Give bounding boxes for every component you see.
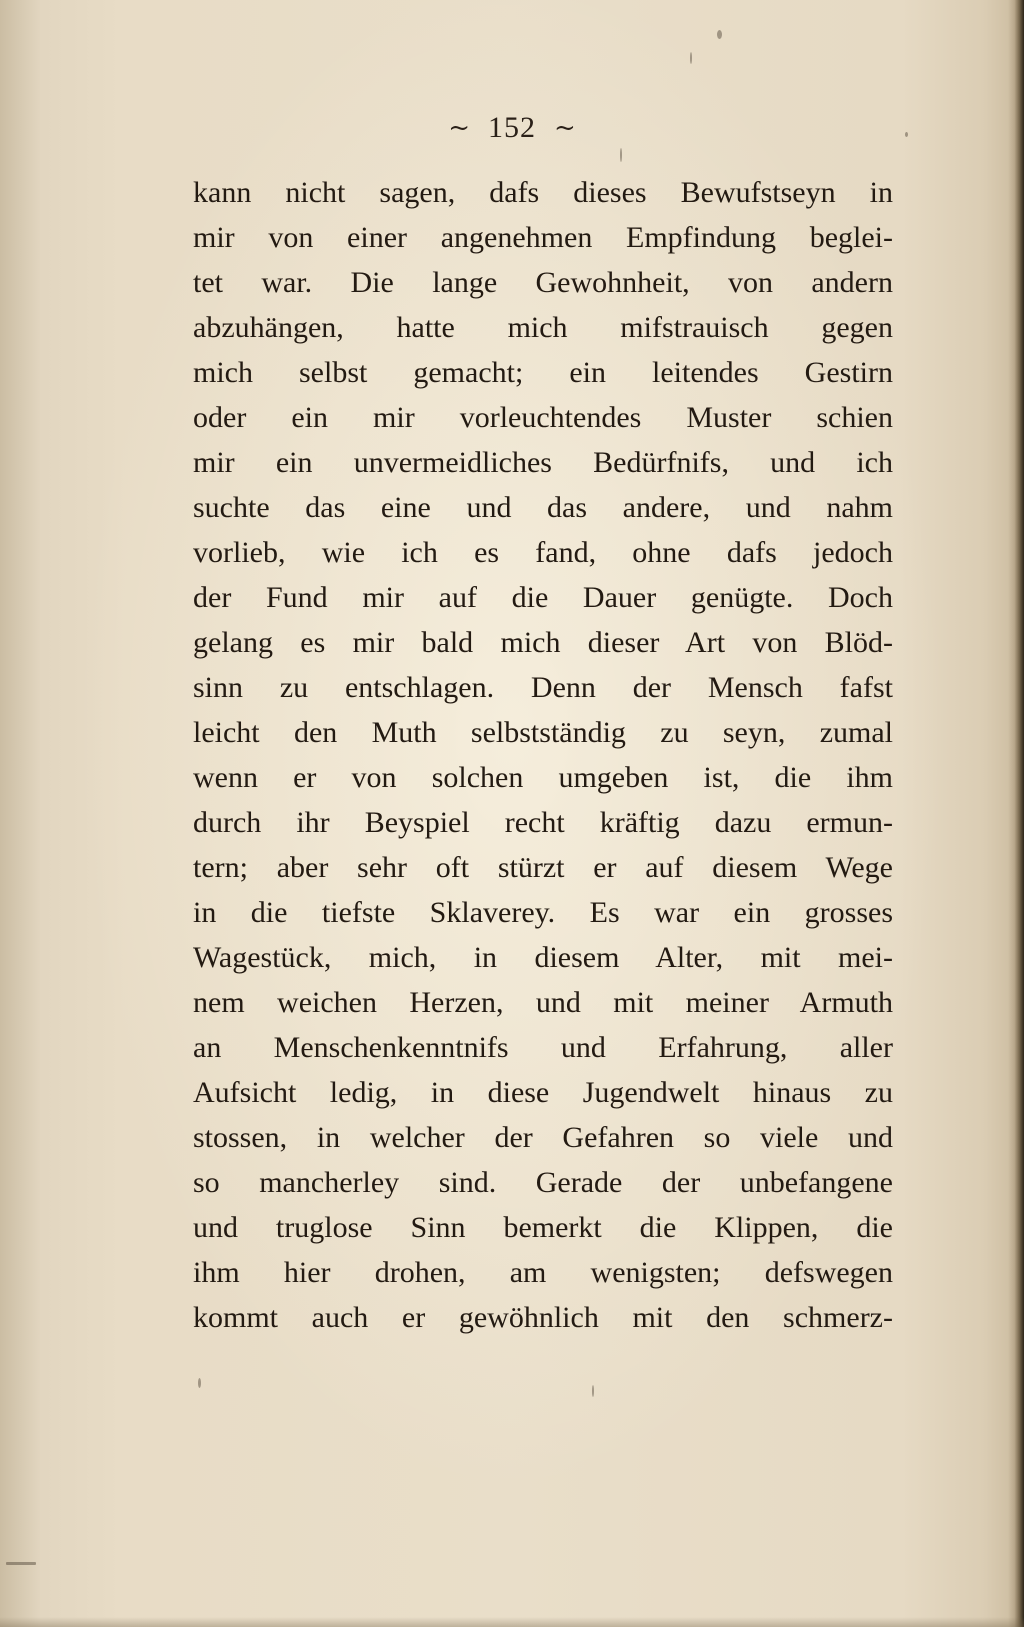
text-line: leicht den Muth selbstständig zu seyn, zumal (193, 716, 893, 749)
text-line: wenn er von solchen umgeben ist, die ihm (193, 761, 893, 794)
text-line: kann nicht sagen, dafs dieses Bewufstseyn in (193, 176, 893, 209)
text-line: mir ein unvermeidliches Bedürfnifs, und ich (193, 446, 893, 479)
text-line: Aufsicht ledig, in diese Jugendwelt hinaus zu (193, 1076, 893, 1109)
right-ornament-icon: ~ (554, 113, 576, 143)
page-number: 152 (488, 111, 536, 144)
scan-speck (690, 52, 692, 64)
text-line: ihm hier drohen, am wenigsten; defswegen (193, 1256, 893, 1289)
text-line: in die tiefste Sklaverey. Es war ein grosses (193, 896, 893, 929)
text-line: oder ein mir vorleuchtendes Muster schien (193, 401, 893, 434)
text-line: kommt auch er gewöhnlich mit den schmerz- (193, 1301, 893, 1334)
body-text (193, 170, 893, 1340)
text-line: der Fund mir auf die Dauer genügte. Doch (193, 581, 893, 614)
text-line: an Menschenkenntnifs und Erfahrung, aller (193, 1031, 893, 1064)
text-line: Wagestück, mich, in diesem Alter, mit mei- (193, 941, 893, 974)
page-edge-shadow (1008, 0, 1024, 1627)
text-line: gelang es mir bald mich dieser Art von Blöd- (193, 626, 893, 659)
text-line: abzuhängen, hatte mich mifstrauisch gegen (193, 311, 893, 344)
text-line: so mancherley sind. Gerade der unbefangene (193, 1166, 893, 1199)
text-line: und truglose Sinn bemerkt die Klippen, die (193, 1211, 893, 1244)
text-line: tet war. Die lange Gewohnheit, von andern (193, 266, 893, 299)
scan-speck (717, 30, 722, 39)
text-line: nem weichen Herzen, und mit meiner Armuth (193, 986, 893, 1019)
text-line: durch ihr Beyspiel recht kräftig dazu ermun- (193, 806, 893, 839)
text-line: mich selbst gemacht; ein leitendes Gestirn (193, 356, 893, 389)
scan-speck (592, 1385, 594, 1397)
scan-speck (6, 1562, 36, 1565)
text-line: sinn zu entschlagen. Denn der Mensch fafst (193, 671, 893, 704)
page-header (0, 108, 1024, 148)
scan-speck (198, 1378, 201, 1388)
scan-speck (620, 148, 622, 162)
text-line: suchte das eine und das andere, und nahm (193, 491, 893, 524)
text-line: stossen, in welcher der Gefahren so viele und (193, 1121, 893, 1154)
text-line: tern; aber sehr oft stürzt er auf diesem Wege (193, 851, 893, 884)
page-bottom-shadow (0, 1617, 1024, 1627)
text-line: mir von einer angenehmen Empfindung beglei- (193, 221, 893, 254)
left-ornament-icon: ~ (448, 113, 470, 143)
text-line: vorlieb, wie ich es fand, ohne dafs jedoch (193, 536, 893, 569)
